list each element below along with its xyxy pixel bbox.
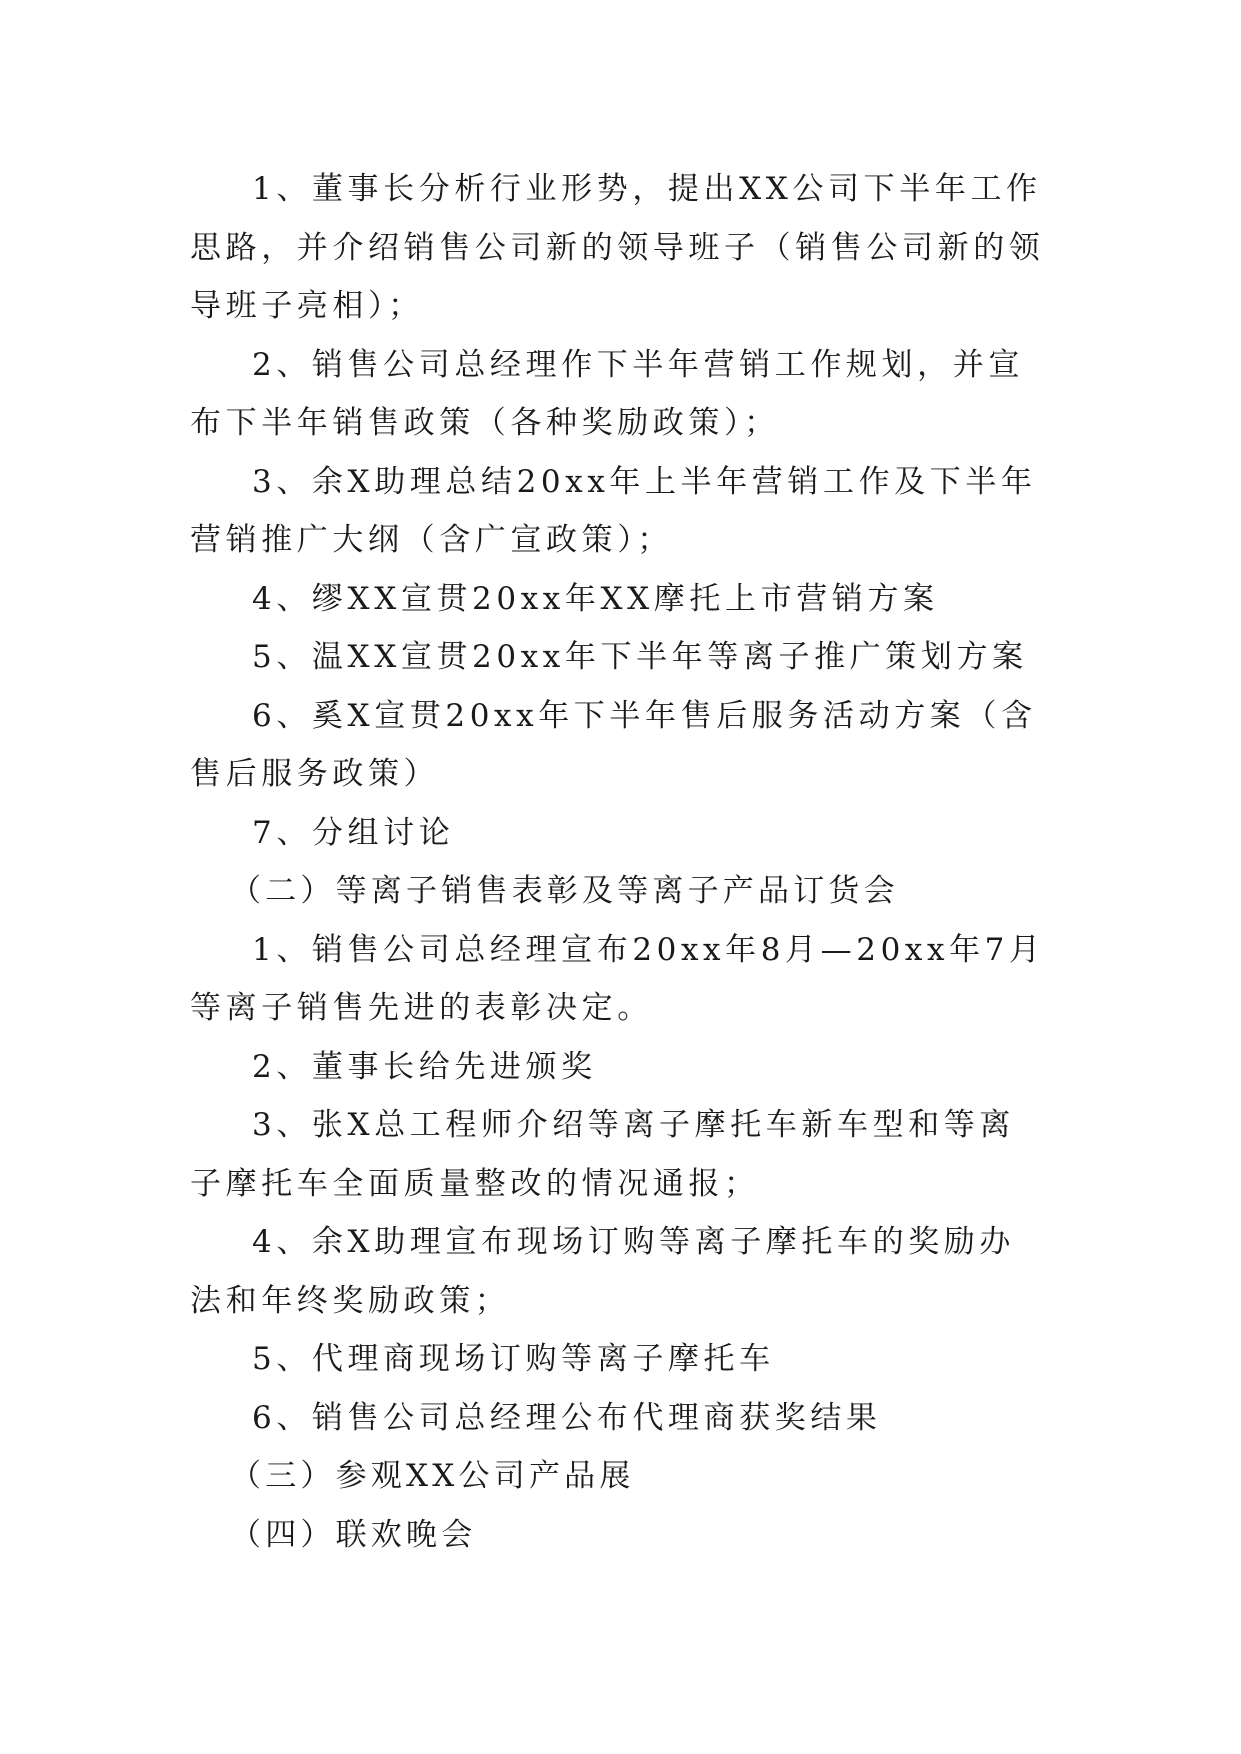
paragraph-item-13: 6、销售公司总经理公布代理商获奖结果	[252, 1399, 882, 1436]
paragraph-item-2: 2、销售公司总经理作下半年营销工作规划，并宣布下半年销售政策（各种奖励政策）；	[190, 346, 1024, 441]
section-heading-4: （四）联欢晚会	[230, 1516, 477, 1553]
paragraph-item-1: 1、董事长分析行业形势，提出XX公司下半年工作思路，并介绍销售公司新的领导班子（销售公司新的领导班子亮相）；	[190, 171, 1045, 324]
paragraph-item-11: 4、余X助理宣布现场订购等离子摩托车的奖励办法和年终奖励政策；	[190, 1224, 1015, 1319]
paragraph-item-12: 5、代理商现场订购等离子摩托车	[252, 1341, 775, 1377]
paragraph-item-10: 3、张X总工程师介绍等离子摩托车新车型和等离子摩托车全面质量整改的情况通报；	[190, 1107, 1015, 1202]
paragraph-item-9: 2、董事长给先进颁奖	[252, 1048, 597, 1085]
section-heading-3: （三）参观XX公司产品展	[230, 1458, 635, 1494]
paragraph-item-8: 1、销售公司总经理宣布20xx年8月—20xx年7月等离子销售先进的表彰决定。	[190, 931, 1045, 1026]
paragraph-item-5: 5、温XX宣贯20xx年下半年等离子推广策划方案	[252, 639, 1028, 675]
paragraph-item-3: 3、余X助理总结20xx年上半年营销工作及下半年营销推广大纲（含广宣政策）；	[190, 463, 1037, 558]
paragraph-item-4: 4、缪XX宣贯20xx年XX摩托上市营销方案	[252, 580, 939, 617]
document-body	[190, 160, 1050, 1564]
paragraph-item-7: 7、分组讨论	[252, 814, 455, 851]
paragraph-item-6: 6、奚X宣贯20xx年下半年售后服务活动方案（含售后服务政策）	[190, 697, 1037, 792]
section-heading-2: （二）等离子销售表彰及等离子产品订货会	[230, 873, 899, 909]
